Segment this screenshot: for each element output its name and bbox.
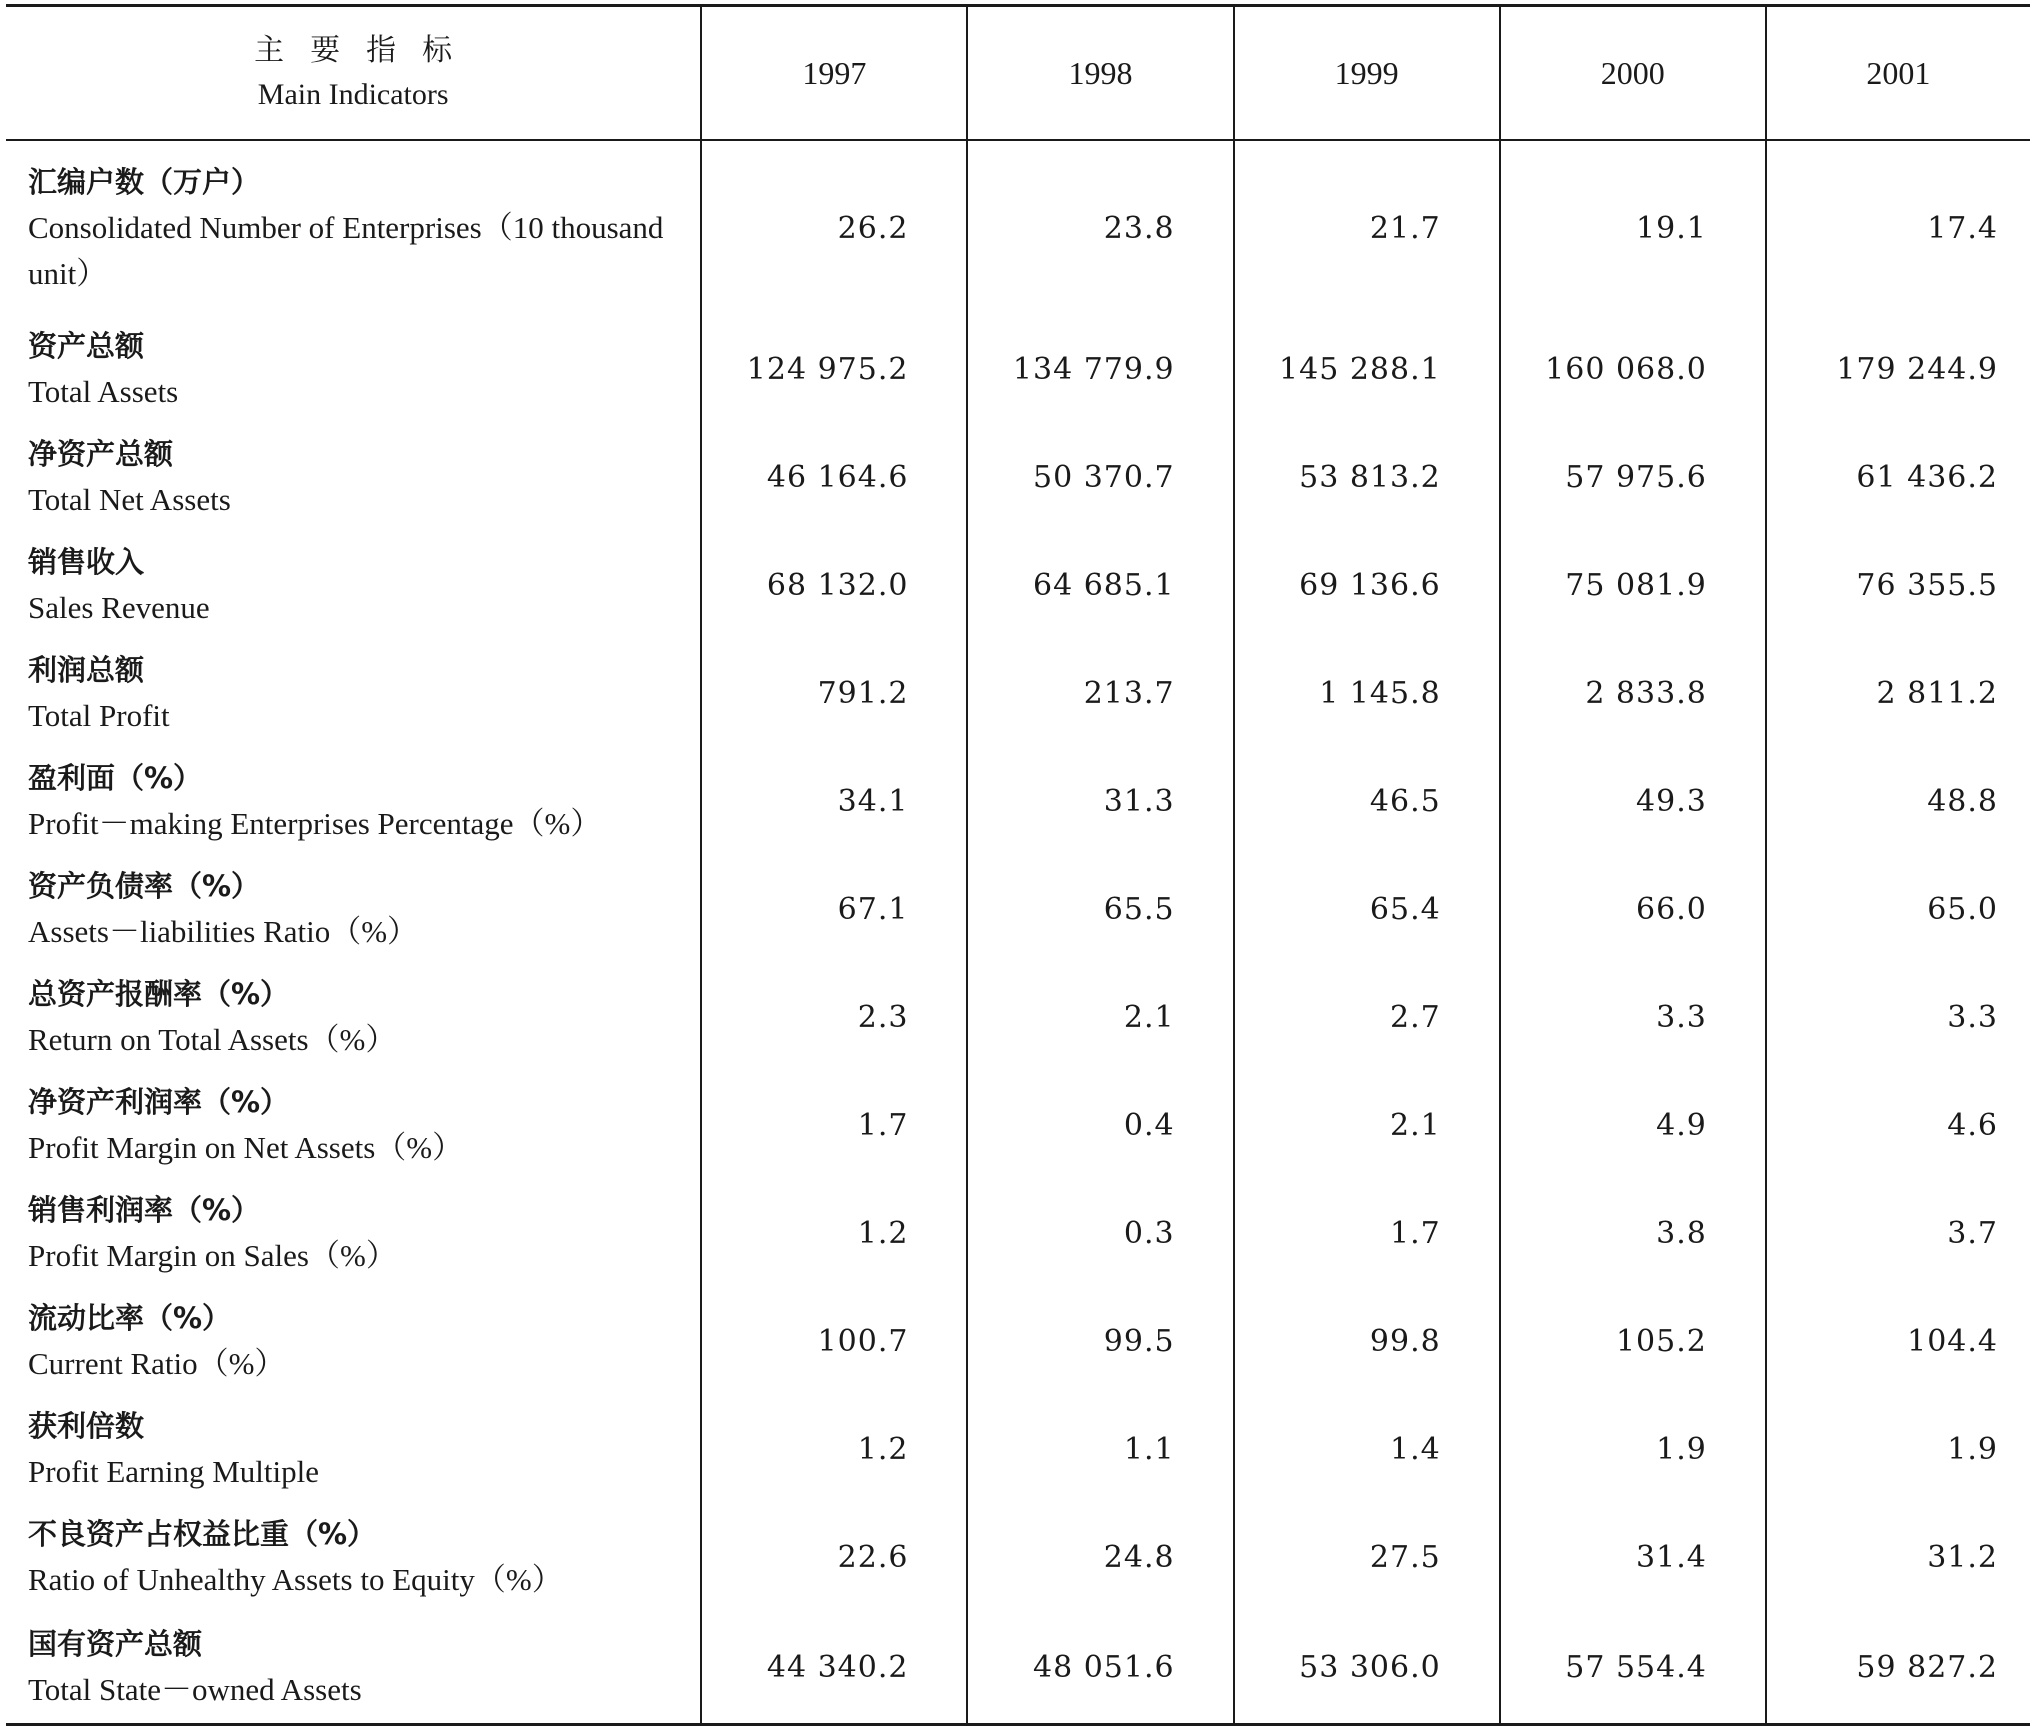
value-cell: 69 136.6 bbox=[1234, 531, 1500, 639]
value-cell: 1 145.8 bbox=[1234, 639, 1500, 747]
indicator-name-english: Total Assets bbox=[28, 374, 179, 409]
indicator-header-chinese: 主要指标 bbox=[254, 33, 479, 68]
value-cell: 17.4 bbox=[1766, 140, 2030, 315]
value-cell: 0.3 bbox=[967, 1179, 1233, 1287]
indicator-name-english: Profit Earning Multiple bbox=[28, 1454, 320, 1489]
value-cell: 21.7 bbox=[1234, 140, 1500, 315]
indicator-name-chinese: 利润总额 bbox=[28, 653, 145, 687]
indicator-name-chinese: 资产总额 bbox=[28, 329, 145, 363]
indicator-label-cell bbox=[6, 315, 701, 423]
value-cell: 1.9 bbox=[1500, 1395, 1766, 1503]
value-cell: 53 813.2 bbox=[1234, 423, 1500, 531]
indicator-name-english: Return on Total Assets（%） bbox=[28, 1022, 397, 1057]
value-cell: 1.1 bbox=[967, 1395, 1233, 1503]
value-cell: 2.3 bbox=[701, 963, 967, 1071]
value-cell: 24.8 bbox=[967, 1503, 1233, 1611]
value-cell: 1.7 bbox=[701, 1071, 967, 1179]
indicator-name-chinese: 汇编户数（万户） bbox=[28, 165, 261, 199]
value-cell: 1.9 bbox=[1766, 1395, 2030, 1503]
value-cell: 2.7 bbox=[1234, 963, 1500, 1071]
indicator-name-english: Total Profit bbox=[28, 698, 170, 733]
value-cell: 31.3 bbox=[967, 747, 1233, 855]
value-cell: 67.1 bbox=[701, 855, 967, 963]
value-cell: 160 068.0 bbox=[1500, 315, 1766, 423]
indicator-label-cell bbox=[6, 1503, 701, 1611]
value-cell: 50 370.7 bbox=[967, 423, 1233, 531]
indicator-name-chinese: 销售收入 bbox=[28, 545, 145, 579]
indicator-label-cell bbox=[6, 1611, 701, 1725]
indicator-name-english: Total State－owned Assets bbox=[28, 1672, 362, 1707]
indicator-name-english: Sales Revenue bbox=[28, 590, 210, 625]
indicator-name-chinese: 流动比率（%） bbox=[28, 1301, 232, 1335]
indicator-name-chinese: 资产负债率（%） bbox=[28, 869, 261, 903]
table-row bbox=[6, 140, 2030, 315]
value-cell: 134 779.9 bbox=[967, 315, 1233, 423]
value-cell: 100.7 bbox=[701, 1287, 967, 1395]
table-body bbox=[6, 140, 2030, 1725]
indicator-name-english: Total Net Assets bbox=[28, 482, 231, 517]
indicator-name-chinese: 获利倍数 bbox=[28, 1409, 145, 1443]
table-row bbox=[6, 1395, 2030, 1503]
indicator-label-cell bbox=[6, 1071, 701, 1179]
value-cell: 64 685.1 bbox=[967, 531, 1233, 639]
indicator-name-chinese: 总资产报酬率（%） bbox=[28, 977, 290, 1011]
indicator-label-cell bbox=[6, 639, 701, 747]
value-cell: 1.4 bbox=[1234, 1395, 1500, 1503]
indicator-label-cell bbox=[6, 963, 701, 1071]
table-row bbox=[6, 747, 2030, 855]
indicator-name-english: Current Ratio（%） bbox=[28, 1346, 286, 1381]
value-cell: 1.2 bbox=[701, 1179, 967, 1287]
value-cell: 75 081.9 bbox=[1500, 531, 1766, 639]
value-cell: 791.2 bbox=[701, 639, 967, 747]
value-cell: 34.1 bbox=[701, 747, 967, 855]
indicator-label-cell bbox=[6, 423, 701, 531]
value-cell: 0.4 bbox=[967, 1071, 1233, 1179]
value-cell: 65.4 bbox=[1234, 855, 1500, 963]
value-cell: 65.0 bbox=[1766, 855, 2030, 963]
value-cell: 66.0 bbox=[1500, 855, 1766, 963]
indicator-label-cell bbox=[6, 855, 701, 963]
indicator-name-chinese: 净资产总额 bbox=[28, 437, 174, 471]
value-cell: 3.3 bbox=[1766, 963, 2030, 1071]
value-cell: 26.2 bbox=[701, 140, 967, 315]
value-cell: 19.1 bbox=[1500, 140, 1766, 315]
value-cell: 46.5 bbox=[1234, 747, 1500, 855]
year-header: 2000 bbox=[1500, 6, 1766, 141]
value-cell: 61 436.2 bbox=[1766, 423, 2030, 531]
value-cell: 3.3 bbox=[1500, 963, 1766, 1071]
value-cell: 4.9 bbox=[1500, 1071, 1766, 1179]
value-cell: 179 244.9 bbox=[1766, 315, 2030, 423]
table-row bbox=[6, 1071, 2030, 1179]
value-cell: 105.2 bbox=[1500, 1287, 1766, 1395]
indicator-name-english: Assets－liabilities Ratio（%） bbox=[28, 914, 419, 949]
indicator-label-cell bbox=[6, 140, 701, 315]
value-cell: 57 975.6 bbox=[1500, 423, 1766, 531]
table-row bbox=[6, 963, 2030, 1071]
indicator-name-chinese: 销售利润率（%） bbox=[28, 1193, 261, 1227]
table-row bbox=[6, 1503, 2030, 1611]
value-cell: 65.5 bbox=[967, 855, 1233, 963]
value-cell: 213.7 bbox=[967, 639, 1233, 747]
indicator-name-chinese: 国有资产总额 bbox=[28, 1627, 203, 1661]
indicator-name-english: Ratio of Unhealthy Assets to Equity（%） bbox=[28, 1562, 563, 1597]
indicator-label-cell bbox=[6, 1395, 701, 1503]
value-cell: 3.7 bbox=[1766, 1179, 2030, 1287]
indicator-label-cell bbox=[6, 747, 701, 855]
year-header: 1999 bbox=[1234, 6, 1500, 141]
value-cell: 99.8 bbox=[1234, 1287, 1500, 1395]
table-row bbox=[6, 855, 2030, 963]
value-cell: 124 975.2 bbox=[701, 315, 967, 423]
indicator-name-chinese: 盈利面（%） bbox=[28, 761, 203, 795]
indicator-label-cell bbox=[6, 1179, 701, 1287]
table-row bbox=[6, 531, 2030, 639]
indicator-name-english: Profit－making Enterprises Percentage（%） bbox=[28, 806, 602, 841]
value-cell: 53 306.0 bbox=[1234, 1611, 1500, 1725]
value-cell: 2 811.2 bbox=[1766, 639, 2030, 747]
value-cell: 2.1 bbox=[1234, 1071, 1500, 1179]
value-cell: 2 833.8 bbox=[1500, 639, 1766, 747]
year-header: 1998 bbox=[967, 6, 1233, 141]
indicator-column-header bbox=[6, 6, 701, 141]
year-header: 2001 bbox=[1766, 6, 2030, 141]
indicator-name-chinese: 不良资产占权益比重（%） bbox=[28, 1517, 377, 1551]
value-cell: 4.6 bbox=[1766, 1071, 2030, 1179]
value-cell: 76 355.5 bbox=[1766, 531, 2030, 639]
value-cell: 48.8 bbox=[1766, 747, 2030, 855]
table-row bbox=[6, 423, 2030, 531]
table-row bbox=[6, 639, 2030, 747]
value-cell: 22.6 bbox=[701, 1503, 967, 1611]
value-cell: 145 288.1 bbox=[1234, 315, 1500, 423]
table-row bbox=[6, 1287, 2030, 1395]
table-row bbox=[6, 1611, 2030, 1725]
value-cell: 1.7 bbox=[1234, 1179, 1500, 1287]
table-row bbox=[6, 315, 2030, 423]
value-cell: 31.4 bbox=[1500, 1503, 1766, 1611]
indicator-name-english: Consolidated Number of Enterprises（10 thousand unit） bbox=[28, 210, 664, 291]
main-indicators-table bbox=[6, 4, 2030, 1726]
value-cell: 99.5 bbox=[967, 1287, 1233, 1395]
table-row bbox=[6, 1179, 2030, 1287]
value-cell: 2.1 bbox=[967, 963, 1233, 1071]
indicator-label-cell bbox=[6, 1287, 701, 1395]
value-cell: 27.5 bbox=[1234, 1503, 1500, 1611]
value-cell: 49.3 bbox=[1500, 747, 1766, 855]
indicator-header-english: Main Indicators bbox=[257, 78, 449, 111]
value-cell: 48 051.6 bbox=[967, 1611, 1233, 1725]
value-cell: 31.2 bbox=[1766, 1503, 2030, 1611]
value-cell: 23.8 bbox=[967, 140, 1233, 315]
value-cell: 44 340.2 bbox=[701, 1611, 967, 1725]
table-header-row bbox=[6, 6, 2030, 141]
value-cell: 46 164.6 bbox=[701, 423, 967, 531]
indicator-name-chinese: 净资产利润率（%） bbox=[28, 1085, 290, 1119]
value-cell: 3.8 bbox=[1500, 1179, 1766, 1287]
value-cell: 68 132.0 bbox=[701, 531, 967, 639]
value-cell: 104.4 bbox=[1766, 1287, 2030, 1395]
value-cell: 57 554.4 bbox=[1500, 1611, 1766, 1725]
indicator-label-cell bbox=[6, 531, 701, 639]
indicator-name-english: Profit Margin on Sales（%） bbox=[28, 1238, 397, 1273]
value-cell: 59 827.2 bbox=[1766, 1611, 2030, 1725]
indicator-name-english: Profit Margin on Net Assets（%） bbox=[28, 1130, 464, 1165]
year-header: 1997 bbox=[701, 6, 967, 141]
indicators-table-container bbox=[6, 4, 2030, 1726]
value-cell: 1.2 bbox=[701, 1395, 967, 1503]
